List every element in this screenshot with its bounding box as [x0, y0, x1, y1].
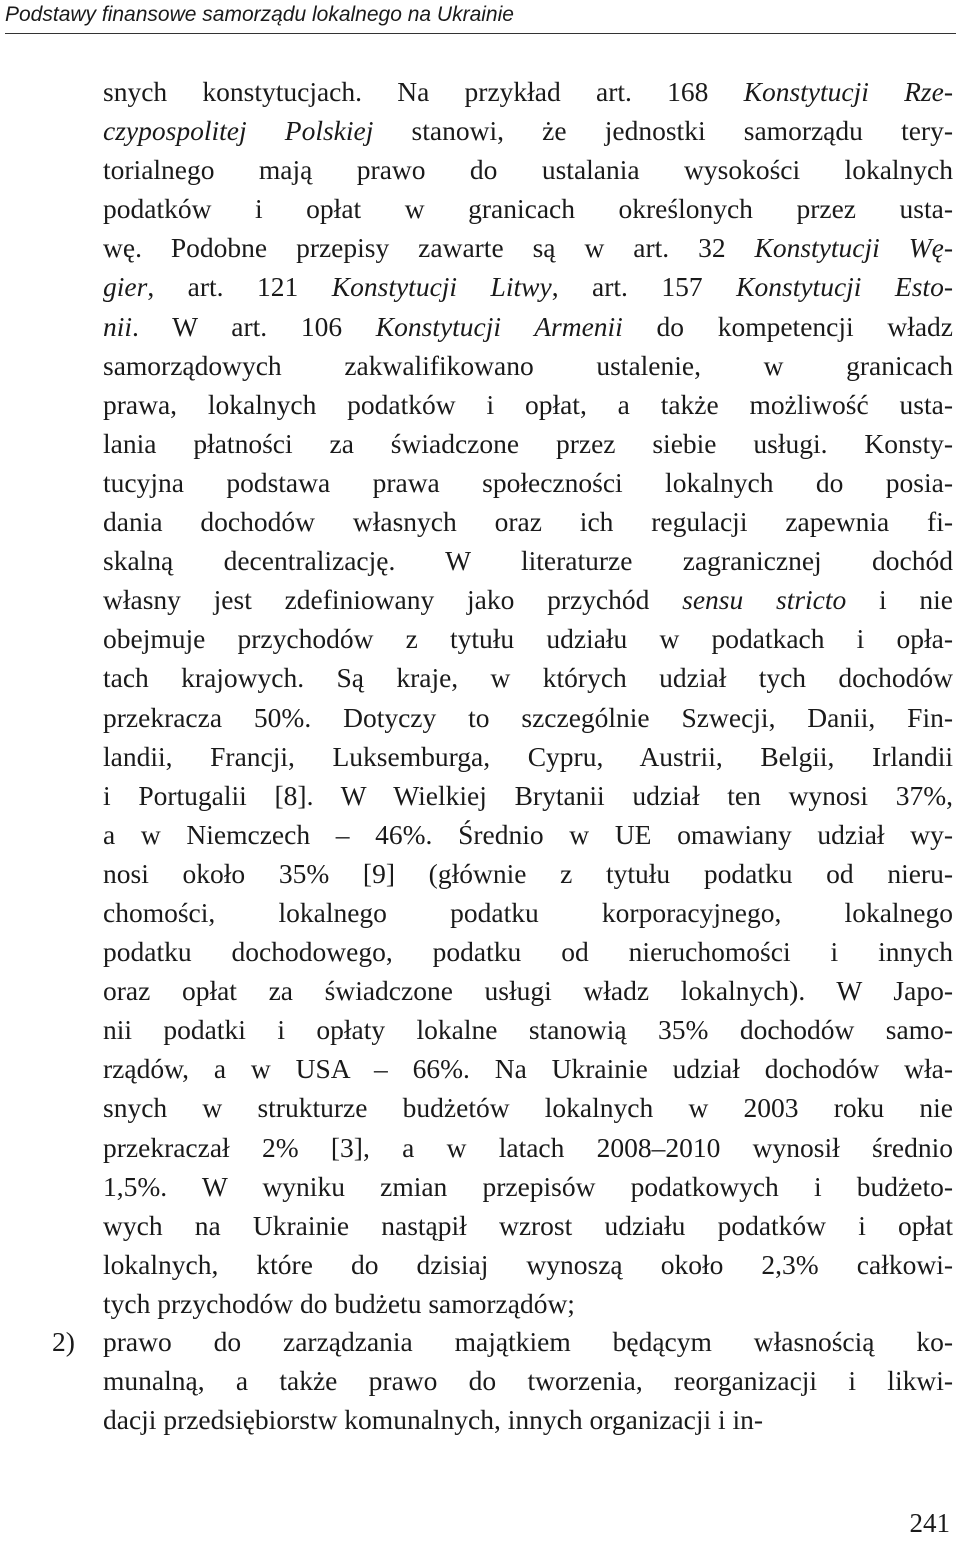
text-run: samorządowych zakwalifikowano ustalenie, w granicach	[103, 349, 953, 381]
header-divider	[5, 33, 956, 34]
text-line	[103, 72, 953, 111]
text-line	[103, 854, 953, 893]
text-run: lokalnych, które do dzisiaj wynoszą około 2,3% całkowi-	[103, 1248, 953, 1280]
text-line	[103, 541, 953, 580]
text-run: przekraczał 2% [3], a w latach 2008–2010 wynosił średnio	[103, 1131, 953, 1163]
text-line	[103, 1322, 953, 1361]
text-run: 1,5%. W wyniku zmian przepisów podatkowych i budżeto-	[103, 1170, 953, 1202]
text-run: torialnego mają prawo do ustalania wysokości lokalnych	[103, 154, 953, 186]
italic-text-run: Konstytucji Esto-	[736, 271, 953, 303]
body-paragraph	[103, 72, 953, 1323]
italic-text-run: sensu stricto	[682, 584, 847, 616]
text-run: a w Niemczech – 46%. Średnio w UE omawiany udział wy-	[103, 818, 953, 850]
text-line	[103, 1049, 953, 1088]
text-line	[103, 658, 953, 697]
list-item-marker: 2)	[52, 1326, 75, 1357]
italic-text-run: Konstytucji Litwy	[331, 271, 552, 303]
text-run: nosi około 35% [9] (głównie z tytułu podatku od nieru-	[103, 857, 953, 889]
text-run: i Portugalii [8]. W Wielkiej Brytanii udział ten wynosi 37%,	[103, 779, 953, 811]
text-line	[103, 737, 953, 776]
list-item-text	[103, 1322, 953, 1439]
text-line	[103, 619, 953, 658]
text-run: obejmuje przychodów z tytułu udziału w podatkach i opła-	[103, 623, 953, 655]
text-run: rządów, a w USA – 66%. Na Ukrainie udział dochodów wła-	[103, 1053, 953, 1085]
text-run: do kompetencji władz	[622, 310, 953, 342]
italic-text-run: Konstytucji Rze-	[743, 76, 953, 107]
italic-text-run: Konstytucji Wę-	[754, 232, 953, 264]
text-run: i nie	[846, 584, 953, 616]
italic-text-run: Konstytucji Armenii	[375, 310, 623, 342]
text-run: tach krajowych. Są kraje, w których udział tych dochodów	[103, 662, 953, 694]
text-run: munalną, a także prawo do tworzenia, reorganizacji i likwi-	[103, 1365, 953, 1397]
page-number: 241	[909, 1508, 950, 1538]
text-line	[103, 385, 953, 424]
text-run: oraz opłat za świadczone usługi władz lokalnych). W Japo-	[103, 975, 953, 1007]
text-run: wę. Podobne przepisy zawarte są w art. 32	[103, 232, 755, 264]
text-run: dania dochodów własnych oraz ich regulacji zapewnia fi-	[103, 506, 953, 538]
text-run: skalną decentralizację. W literaturze zagranicznej dochód	[103, 545, 953, 577]
italic-text-run: gier	[103, 271, 148, 303]
text-run: snych konstytucjach. Na przykład art. 168	[103, 76, 744, 107]
text-line	[103, 1245, 953, 1284]
text-line	[103, 189, 953, 228]
text-run: wych na Ukrainie nastąpił wzrost udziału podatków i opłat	[103, 1209, 953, 1241]
text-line	[103, 150, 953, 189]
text-line	[103, 1088, 953, 1127]
text-line	[103, 1167, 953, 1206]
text-line	[103, 698, 953, 737]
text-line	[103, 1284, 953, 1323]
text-line	[103, 346, 953, 385]
text-line	[103, 776, 953, 815]
text-run: własny jest zdefiniowany jako przychód	[103, 584, 683, 616]
text-line	[103, 111, 953, 150]
text-run: . W art. 106	[132, 310, 376, 342]
text-line	[103, 1361, 953, 1400]
text-run: stanowi, że jednostki samorządu tery-	[373, 115, 953, 147]
text-run: , art. 157	[551, 271, 737, 303]
text-line	[103, 1128, 953, 1167]
text-run: podatku dochodowego, podatku od nieruchomości i innych	[103, 936, 953, 968]
text-line	[103, 893, 953, 932]
text-line	[103, 228, 953, 267]
text-run: snych w strukturze budżetów lokalnych w 2003 roku nie	[103, 1092, 953, 1124]
text-run: lania płatności za świadczone przez siebie usługi. Konsty-	[103, 427, 953, 459]
text-run: tych przychodów do budżetu samorządów;	[103, 1287, 575, 1319]
text-run: , art. 121	[147, 271, 332, 303]
text-line	[103, 463, 953, 502]
text-run: chomości, lokalnego podatku korporacyjnego, lokalnego	[103, 896, 953, 928]
text-line	[103, 1400, 953, 1439]
text-line	[103, 580, 953, 619]
text-run: podatków i opłat w granicach określonych przez usta-	[103, 193, 953, 225]
italic-text-run: czypospolitej Polskiej	[103, 115, 374, 147]
text-line	[103, 1010, 953, 1049]
text-run: dacji przedsiębiorstw komunalnych, innych organizacji i in-	[103, 1404, 764, 1436]
text-line	[103, 971, 953, 1010]
text-line	[103, 267, 953, 306]
text-run: przekracza 50%. Dotyczy to szczególnie Szwecji, Danii, Fin-	[103, 701, 953, 733]
text-run: nii podatki i opłaty lokalne stanowią 35% dochodów samo-	[103, 1014, 953, 1046]
text-line	[103, 1206, 953, 1245]
running-header: Podstawy finansowe samorządu lokalnego na Ukrainie	[5, 3, 514, 26]
text-run: landii, Francji, Luksemburga, Cypru, Austrii, Belgii, Irlandii	[103, 740, 953, 772]
text-run: prawo do zarządzania majątkiem będącym własnością ko-	[103, 1326, 953, 1357]
text-line	[103, 815, 953, 854]
italic-text-run: nii	[103, 310, 133, 342]
text-run: prawa, lokalnych podatków i opłat, a także możliwość usta-	[103, 388, 953, 420]
text-line	[103, 502, 953, 541]
text-line	[103, 424, 953, 463]
text-run: tucyjna podstawa prawa społeczności lokalnych do posia-	[103, 466, 953, 498]
text-line	[103, 932, 953, 971]
text-line	[103, 307, 953, 346]
